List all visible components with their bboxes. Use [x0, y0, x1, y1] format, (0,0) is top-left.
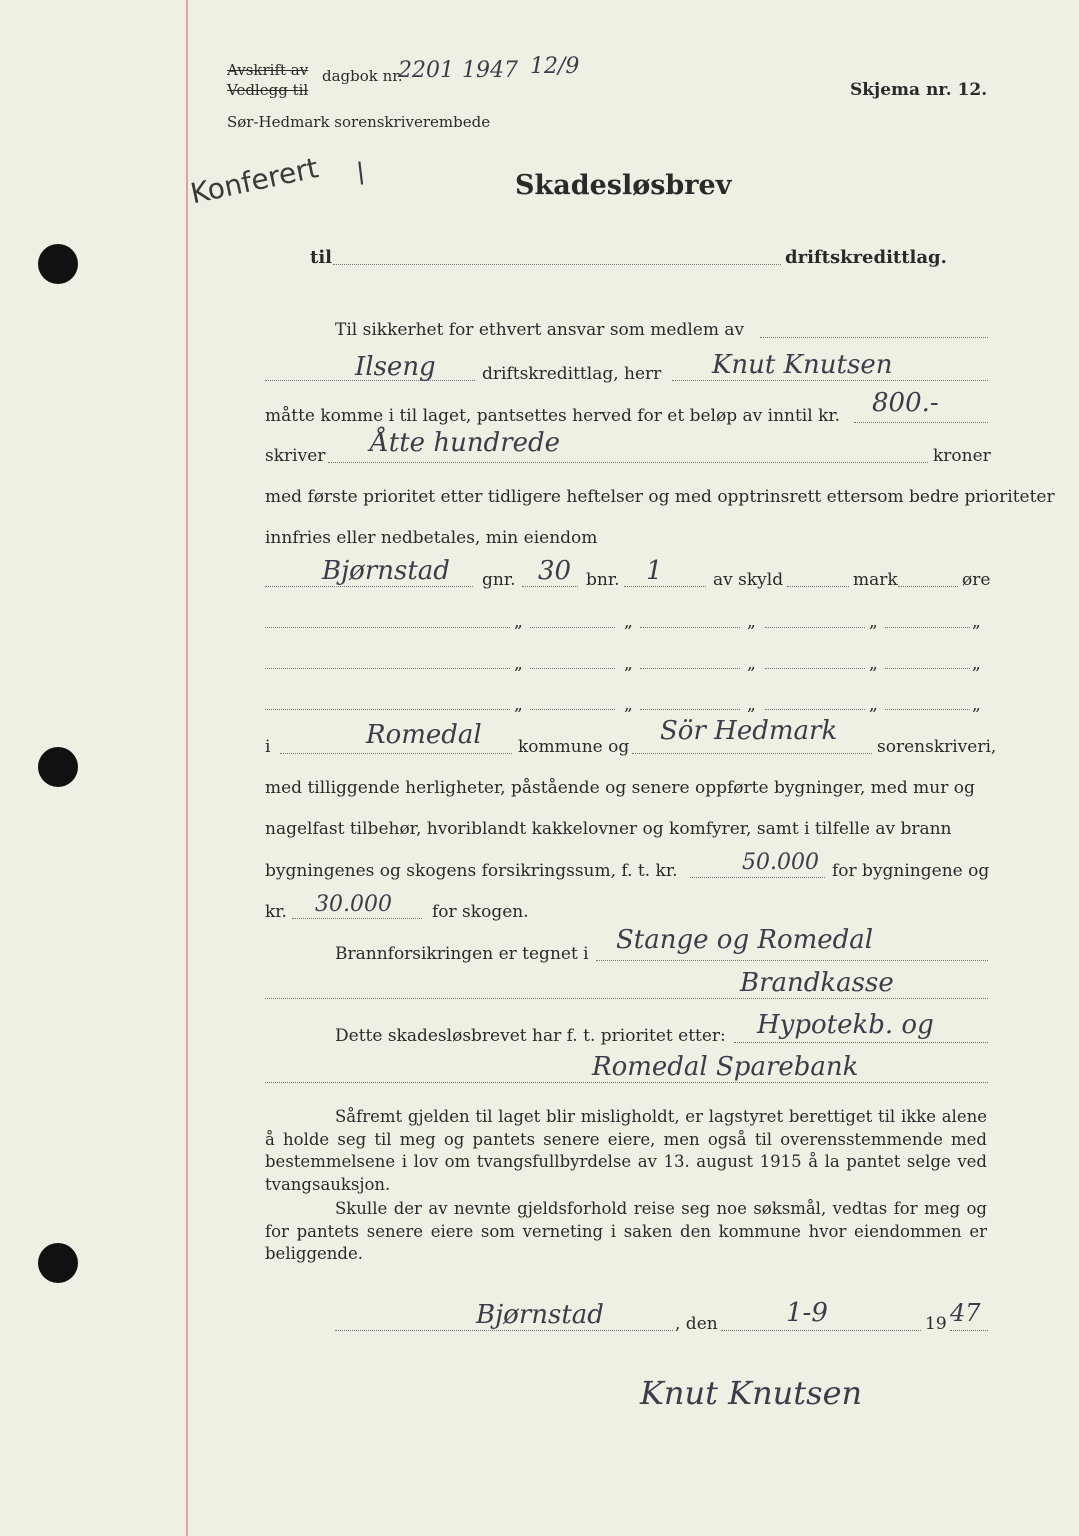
til-label: til	[310, 247, 332, 268]
blank	[265, 709, 510, 710]
gnr-label: gnr.	[482, 570, 516, 590]
blank	[280, 753, 512, 754]
bnr-label: bnr.	[586, 570, 620, 590]
sign-place-handwritten: Bjørnstad	[476, 1300, 604, 1330]
blank	[765, 668, 865, 669]
ditto-mark: „	[747, 612, 756, 632]
for-skogen-label: for skogen.	[432, 902, 529, 922]
ditto-mark: „	[869, 612, 878, 632]
ditto-mark: „	[624, 612, 633, 632]
blank	[530, 668, 615, 669]
til-blank	[333, 264, 781, 265]
blank	[765, 709, 865, 710]
blank	[765, 627, 865, 628]
forest-sum-handwritten: 30.000	[315, 892, 392, 917]
blank	[335, 1330, 673, 1331]
amount-words-handwritten: Åtte hundrede	[370, 428, 561, 458]
blank	[734, 1042, 988, 1043]
mark-label: mark	[853, 570, 898, 590]
text-line-6: innfries eller nedbetales, min eiendom	[265, 528, 598, 548]
dagbok-date: 12/9	[530, 54, 580, 79]
blank	[265, 1082, 988, 1083]
punch-hole	[38, 1243, 78, 1283]
margin-line	[186, 0, 188, 1536]
ditto-mark: „	[972, 695, 981, 715]
ditto-mark: „	[624, 695, 633, 715]
blank	[885, 627, 970, 628]
prior-handwritten-2: Romedal Sparebank	[592, 1052, 859, 1082]
text-line-1: Til sikkerhet for ethvert ansvar som medlem av	[335, 320, 745, 340]
ditto-mark: „	[514, 654, 523, 674]
ditto-mark: „	[747, 654, 756, 674]
brann-handwritten-2: Brandkasse	[740, 968, 894, 998]
header-vedlegg: Vedlegg til	[227, 81, 309, 99]
blank	[898, 586, 958, 587]
property-handwritten: Bjørnstad	[322, 556, 450, 586]
til-suffix: driftskredittlag.	[785, 247, 947, 268]
blank	[885, 709, 970, 710]
paragraph-venue: Skulle der av nevnte gjeldsforhold reise seg noe søksmål, vedtas for meg og for pantets senere eiere som verneting i saken den kommune hvor eiendommen er beliggende.	[265, 1199, 987, 1263]
text-line-5: med første prioritet etter tidligere heftelser og med opptrinsrett ettersom bedre prioriteter	[265, 487, 1055, 507]
ditto-mark: „	[869, 695, 878, 715]
blank	[640, 709, 740, 710]
prior-handwritten-1: Hypotekb. og	[757, 1010, 934, 1040]
bnr-handwritten: 1	[646, 556, 663, 586]
ditto-mark: „	[869, 654, 878, 674]
gnr-handwritten: 30	[538, 556, 572, 586]
document-title: Skadesløsbrev	[515, 170, 732, 201]
blank	[721, 1330, 921, 1331]
dagbok-number: 2201	[398, 58, 454, 83]
text-line-14a: bygningenes og skogens forsikringssum, f. t. kr.	[265, 861, 678, 881]
ditto-mark: „	[624, 654, 633, 674]
paragraph-default: Såfremt gjelden til laget blir misligholdt, er lagstyret berettiget til ikke alene å holde seg til meg og pantets senere eiere, men også til overensstemmende med bestemmelsene i lov om tvangsfullbyrdelse av 13. august 1915 å la pantet selge ved tvangsauksjon.	[265, 1107, 987, 1194]
blank	[854, 422, 988, 423]
brann-handwritten-1: Stange og Romedal	[616, 925, 874, 955]
stamp-konferert: Konferert	[187, 151, 322, 211]
ditto-mark: „	[514, 612, 523, 632]
ditto-mark: „	[972, 654, 981, 674]
blank	[885, 668, 970, 669]
blank	[265, 586, 473, 587]
ditto-mark: „	[514, 695, 523, 715]
blank	[530, 709, 615, 710]
place-handwritten: Ilseng	[355, 352, 436, 382]
prior-label: Dette skadesløsbrevet har f. t. prioritet etter:	[335, 1026, 726, 1046]
kommune-handwritten: Romedal	[366, 720, 482, 750]
year-prefix: 19	[925, 1314, 947, 1334]
blank	[632, 753, 872, 754]
blank	[328, 462, 928, 463]
blank	[640, 668, 740, 669]
blank	[640, 627, 740, 628]
skriver-label: skriver	[265, 446, 326, 466]
blank	[672, 380, 988, 381]
blank	[522, 586, 578, 587]
header-avskrift: Avskrift av	[227, 61, 309, 79]
building-sum-handwritten: 50.000	[742, 850, 819, 875]
av-skyld-label: av skyld	[713, 570, 784, 590]
blank	[530, 627, 615, 628]
blank	[624, 586, 706, 587]
blank	[950, 1330, 988, 1331]
punch-hole	[38, 747, 78, 787]
blank	[787, 586, 849, 587]
i-label: i	[265, 737, 271, 757]
text-line-3: måtte komme i til laget, pantsettes herved for et beløp av inntil kr.	[265, 406, 841, 426]
blank	[596, 960, 988, 961]
blank	[760, 337, 988, 338]
signature: Knut Knutsen	[640, 1374, 863, 1412]
ditto-mark: „	[972, 612, 981, 632]
brann-label: Brannforsikringen er tegnet i	[335, 944, 589, 964]
punch-hole	[38, 244, 78, 284]
tick-mark: \	[356, 156, 366, 189]
den-label: , den	[675, 1314, 718, 1334]
text-line-12: med tilliggende herligheter, påstående og senere oppførte bygninger, med mur og	[265, 778, 975, 798]
ditto-mark: „	[747, 695, 756, 715]
header-office: Sør-Hedmark sorenskriverembede	[227, 113, 491, 131]
text-line-14b: for bygningene og	[832, 861, 990, 881]
sign-date-handwritten: 1-9	[786, 1298, 828, 1328]
sorenskriveri-label: sorenskriveri,	[877, 737, 997, 757]
kr-label: kr.	[265, 902, 287, 922]
text-line-2: driftskredittlag, herr	[482, 364, 662, 384]
header-dagbok: dagbok nr.	[322, 67, 403, 85]
amount-handwritten: 800.-	[872, 388, 939, 418]
sorenskriveri-handwritten: Sör Hedmark	[660, 716, 838, 746]
schema-number: Skjema nr. 12.	[850, 80, 988, 100]
blank	[265, 998, 988, 999]
member-name-handwritten: Knut Knutsen	[712, 350, 893, 380]
blank	[265, 668, 510, 669]
kroner-label: kroner	[933, 446, 991, 466]
sign-year-handwritten: 47	[950, 1299, 981, 1327]
text-line-13: nagelfast tilbehør, hvoriblandt kakkelovner og komfyrer, samt i tilfelle av brann	[265, 819, 952, 839]
blank	[265, 627, 510, 628]
kommune-og-label: kommune og	[518, 737, 630, 757]
ore-label: øre	[962, 570, 991, 590]
dagbok-year: 1947	[462, 58, 518, 83]
